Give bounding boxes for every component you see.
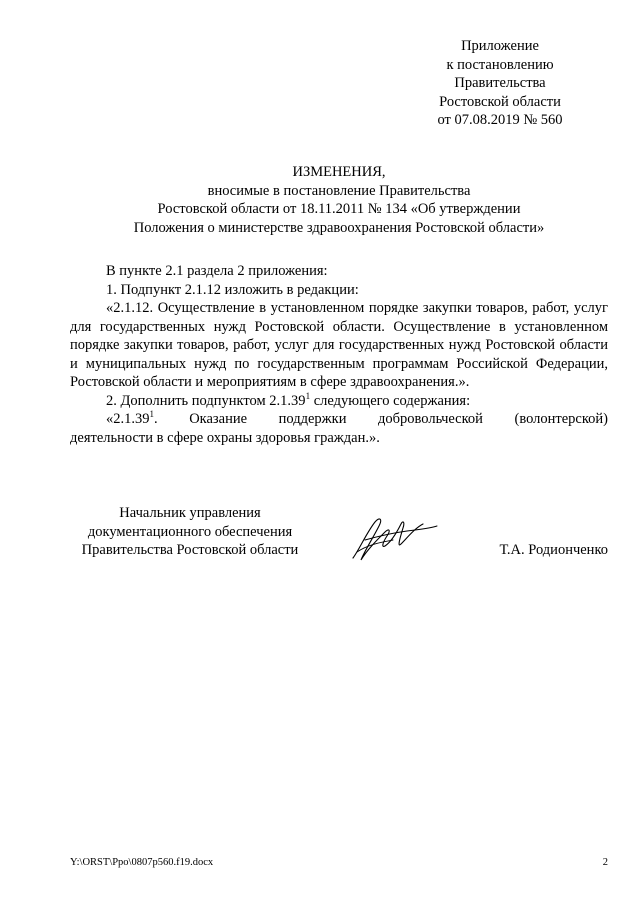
appendix-line: Ростовской области — [439, 93, 561, 110]
appendix-line: от 07.08.2019 № 560 — [437, 112, 563, 128]
item-2-prefix: 2. Дополнить подпунктом 2.1.39 — [106, 392, 306, 409]
appendix-line: Приложение — [461, 38, 539, 54]
appendix-line: к постановлению — [446, 56, 554, 73]
item-2-suffix: следующего содержания: — [310, 392, 471, 409]
document-body — [70, 262, 608, 447]
item-2-text-superscript: 1 — [149, 409, 154, 420]
item-2-text-prefix: «2.1.39 — [106, 411, 150, 427]
position-line: Начальник управления — [119, 505, 261, 521]
heading-line: Положения о министерстве здравоохранения Ростовской области» — [133, 219, 545, 236]
item-2-superscript: 1 — [305, 390, 311, 401]
item-2-text-line2: деятельности в сфере охраны здоровья граждан.». — [70, 429, 380, 446]
page-number: 2 — [602, 857, 608, 868]
item-1-paragraph: 1. Подпункт 2.1.12 изложить в редакции: — [106, 281, 359, 298]
appendix-line: Правительства — [454, 75, 546, 91]
heading-line: Ростовской области от 18.11.2011 № 134 «Об утверждении — [157, 201, 521, 217]
signatory-name: Т.А. Родионченко — [499, 542, 608, 558]
position-line: документационного обеспечения — [87, 523, 293, 540]
appendix-block — [400, 37, 600, 130]
item-2-paragraph — [70, 392, 608, 411]
footer-file-path: Y:\ORST\Ppo\0807p560.f19.docx — [70, 857, 214, 868]
item-2-text-line1-rest: . Оказание поддержки добровольческой (волонтерской) — [154, 411, 608, 427]
item-2-text-line1 — [70, 410, 608, 429]
signatory-position — [70, 504, 310, 560]
intro-paragraph: В пункте 2.1 раздела 2 приложения: — [106, 263, 328, 279]
heading-title: ИЗМЕНЕНИЯ, — [292, 164, 386, 180]
heading-line: вносимые в постановление Правительства — [207, 182, 471, 199]
position-line: Правительства Ростовской области — [81, 542, 299, 558]
item-1-text-paragraph: «2.1.12. Осуществление в установленном порядке закупки товаров, работ, услуг для государственных нужд Ростовской области. Осуществление в установленном порядке закупки товаров, работ, услуг для государственных нужд Ростовской области и муниципальных нужд по государственным программам Российской Федерации, Ростовской области и мероприятиям в сфере здравоохранения.». — [70, 300, 608, 390]
document-heading — [70, 163, 608, 237]
handwritten-signature — [345, 510, 440, 568]
